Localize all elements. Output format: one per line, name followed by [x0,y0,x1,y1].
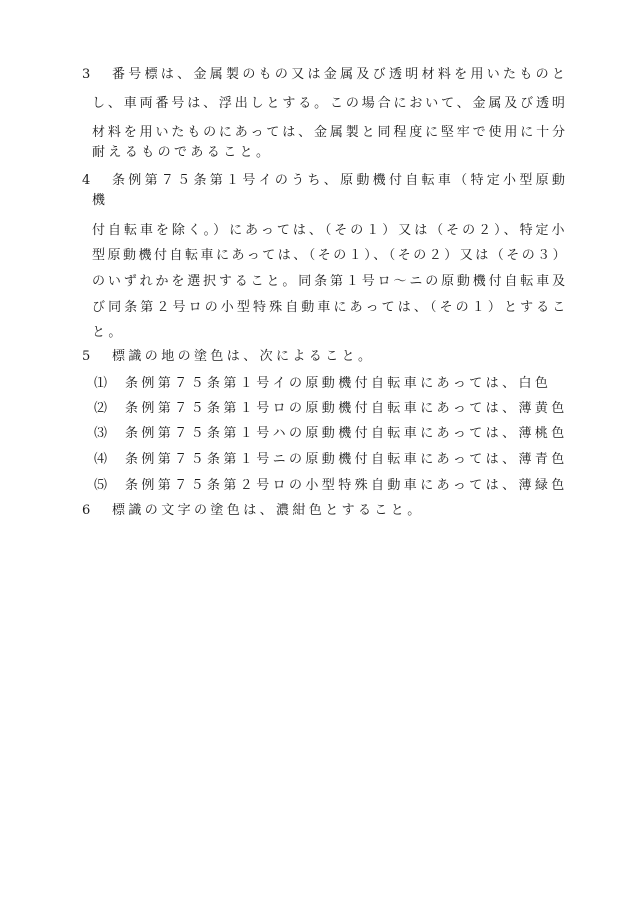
item-text: 条例第７５条第１号ロの原動機付自転車にあっては、薄黄色 [125,401,568,416]
item-number: ⑸ [94,478,108,493]
paragraph-4-text: 付自転車を除く。）にあっては、（その１）又は（その２）、特定小 [92,223,568,238]
paragraph-4-text: 機 [92,193,109,208]
paragraph-5-number: 5 [82,349,91,364]
paragraph-3-text: 番号標は、金属製のもの又は金属及び透明材料を用いたものと [112,67,569,82]
paragraph-6-text: 標識の文字の塗色は、濃紺色とすること。 [112,503,424,518]
paragraph-4-text: と。 [92,325,125,340]
paragraph-3-text: し、車両番号は、浮出しとする。この場合において、金属及び透明 [92,96,568,111]
paragraph-4-text: のいずれかを選択すること。同条第１号ロ～ニの原動機付自転車及 [92,274,569,289]
item-text: 条例第７５条第２号ロの小型特殊自動車にあっては、薄緑色 [125,478,568,493]
item-text: 条例第７５条第１号ニの原動機付自転車にあっては、薄青色 [125,452,568,467]
paragraph-3-text: 耐えるものであること。 [92,145,273,160]
paragraph-6-number: 6 [82,503,91,518]
paragraph-4-text: び同条第２号ロの小型特殊自動車にあっては、（その１）とするこ [92,300,569,315]
item-text: 条例第７５条第１号ハの原動機付自転車にあっては、薄桃色 [125,426,568,441]
paragraph-3-text: 材料を用いたものにあっては、金属製と同程度に堅牢で使用に十分 [92,125,568,140]
paragraph-4-text: 型原動機付自転車にあっては、（その１）、（その２）又は（その３） [92,248,569,263]
paragraph-5-text: 標識の地の塗色は、次によること。 [112,349,375,364]
paragraph-4-number: 4 [82,173,91,188]
item-text: 条例第７５条第１号イの原動機付自転車にあっては、白色 [125,376,552,391]
item-number: ⑴ [94,376,108,391]
item-number: ⑷ [94,452,108,467]
item-number: ⑶ [94,426,108,441]
item-number: ⑵ [94,401,108,416]
paragraph-3-number: 3 [82,67,91,82]
paragraph-4-text: 条例第７５条第１号イのうち、原動機付自転車（特定小型原動 [112,173,569,188]
